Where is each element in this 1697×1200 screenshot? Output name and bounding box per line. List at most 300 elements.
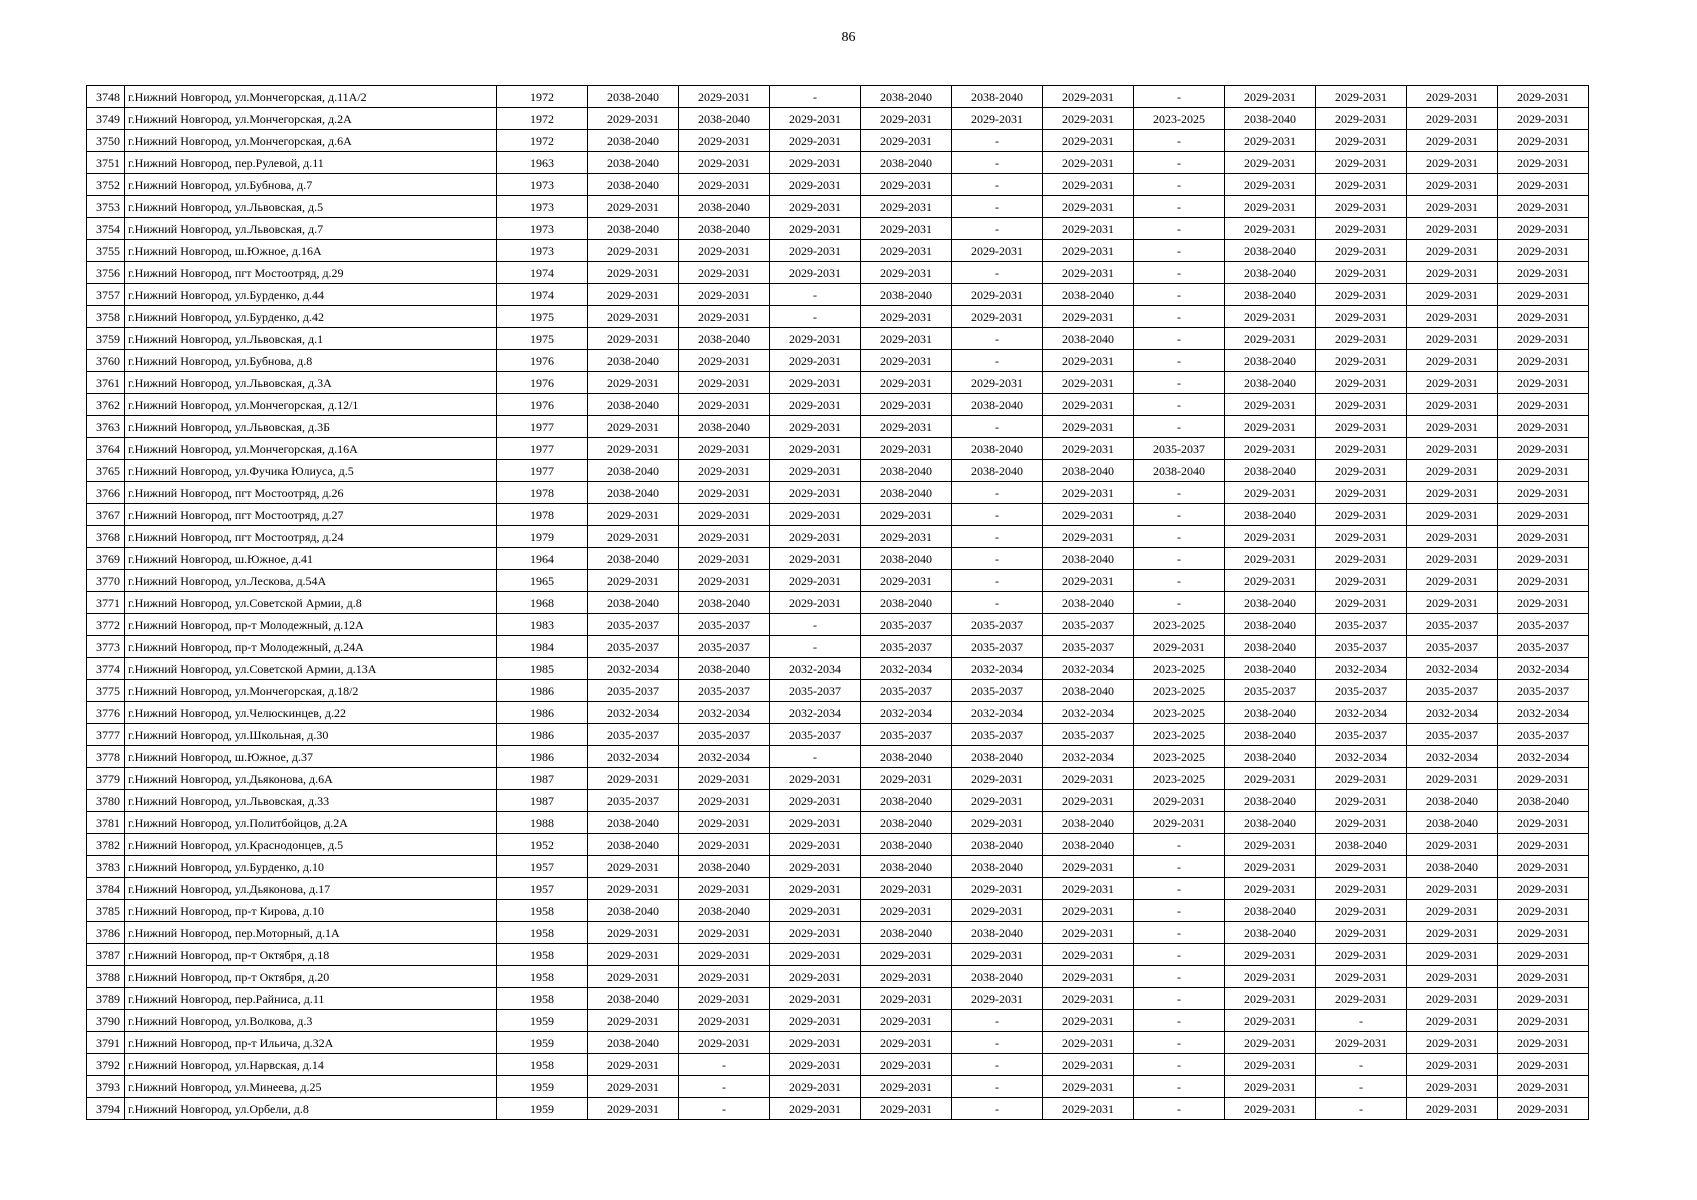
cell-period-2: 2029-2031 xyxy=(679,350,770,372)
cell-year-built: 1973 xyxy=(497,218,588,240)
cell-row-number: 3770 xyxy=(87,570,125,592)
cell-row-number: 3762 xyxy=(87,394,125,416)
cell-year-built: 1973 xyxy=(497,196,588,218)
cell-period-11: 2035-2037 xyxy=(1498,636,1589,658)
table-row xyxy=(87,680,1589,702)
cell-address: г.Нижний Новгород, ул.Мончегорская, д.16А xyxy=(125,438,497,460)
cell-period-7: - xyxy=(1134,988,1225,1010)
cell-period-3: - xyxy=(770,746,861,768)
cell-period-2: 2029-2031 xyxy=(679,284,770,306)
table-row xyxy=(87,790,1589,812)
cell-period-3: 2029-2031 xyxy=(770,1032,861,1054)
cell-address: г.Нижний Новгород, ш.Южное, д.16А xyxy=(125,240,497,262)
cell-address: г.Нижний Новгород, ул.Дьяконова, д.17 xyxy=(125,878,497,900)
cell-period-5: - xyxy=(952,504,1043,526)
cell-period-9: 2038-2040 xyxy=(1316,834,1407,856)
cell-period-2: 2029-2031 xyxy=(679,1010,770,1032)
table-row xyxy=(87,856,1589,878)
cell-period-7: - xyxy=(1134,306,1225,328)
cell-address: г.Нижний Новгород, ш.Южное, д.37 xyxy=(125,746,497,768)
cell-period-11: 2029-2031 xyxy=(1498,548,1589,570)
cell-year-built: 1958 xyxy=(497,988,588,1010)
cell-period-5: - xyxy=(952,152,1043,174)
cell-period-10: 2029-2031 xyxy=(1407,878,1498,900)
cell-year-built: 1977 xyxy=(497,460,588,482)
cell-period-3: 2029-2031 xyxy=(770,328,861,350)
cell-period-10: 2029-2031 xyxy=(1407,1010,1498,1032)
cell-year-built: 1988 xyxy=(497,812,588,834)
cell-period-11: 2029-2031 xyxy=(1498,482,1589,504)
cell-period-3: 2029-2031 xyxy=(770,922,861,944)
cell-period-4: 2035-2037 xyxy=(861,680,952,702)
cell-period-5: 2038-2040 xyxy=(952,394,1043,416)
cell-year-built: 1959 xyxy=(497,1010,588,1032)
cell-period-5: - xyxy=(952,130,1043,152)
cell-row-number: 3767 xyxy=(87,504,125,526)
cell-period-7: 2035-2037 xyxy=(1134,438,1225,460)
cell-period-11: 2029-2031 xyxy=(1498,460,1589,482)
cell-period-3: 2029-2031 xyxy=(770,218,861,240)
cell-period-8: 2038-2040 xyxy=(1225,922,1316,944)
cell-row-number: 3769 xyxy=(87,548,125,570)
cell-period-6: 2038-2040 xyxy=(1043,460,1134,482)
cell-period-6: 2029-2031 xyxy=(1043,1010,1134,1032)
cell-period-5: 2038-2040 xyxy=(952,460,1043,482)
cell-period-3: 2032-2034 xyxy=(770,702,861,724)
cell-period-1: 2029-2031 xyxy=(588,306,679,328)
table-row xyxy=(87,394,1589,416)
cell-period-10: 2029-2031 xyxy=(1407,306,1498,328)
cell-period-1: 2038-2040 xyxy=(588,394,679,416)
cell-address: г.Нижний Новгород, ул.Политбойцов, д.2А xyxy=(125,812,497,834)
cell-row-number: 3775 xyxy=(87,680,125,702)
cell-period-4: 2038-2040 xyxy=(861,746,952,768)
cell-period-2: 2038-2040 xyxy=(679,108,770,130)
cell-period-5: 2032-2034 xyxy=(952,702,1043,724)
cell-period-2: 2038-2040 xyxy=(679,592,770,614)
cell-period-1: 2035-2037 xyxy=(588,614,679,636)
cell-period-10: 2029-2031 xyxy=(1407,394,1498,416)
cell-period-11: 2029-2031 xyxy=(1498,1076,1589,1098)
cell-period-5: 2038-2040 xyxy=(952,438,1043,460)
cell-address: г.Нижний Новгород, ул.Школьная, д.30 xyxy=(125,724,497,746)
cell-period-8: 2038-2040 xyxy=(1225,702,1316,724)
table-row xyxy=(87,1032,1589,1054)
cell-period-11: 2029-2031 xyxy=(1498,284,1589,306)
cell-address: г.Нижний Новгород, пр-т Октября, д.20 xyxy=(125,966,497,988)
cell-period-3: 2029-2031 xyxy=(770,966,861,988)
cell-period-3: 2029-2031 xyxy=(770,856,861,878)
cell-period-1: 2029-2031 xyxy=(588,1076,679,1098)
cell-period-1: 2038-2040 xyxy=(588,812,679,834)
cell-period-7: - xyxy=(1134,196,1225,218)
cell-year-built: 1977 xyxy=(497,438,588,460)
cell-period-1: 2029-2031 xyxy=(588,262,679,284)
cell-period-7: - xyxy=(1134,1098,1225,1120)
cell-period-6: 2038-2040 xyxy=(1043,592,1134,614)
cell-period-2: 2029-2031 xyxy=(679,922,770,944)
cell-period-2: 2029-2031 xyxy=(679,966,770,988)
cell-address: г.Нижний Новгород, ул.Львовская, д.5 xyxy=(125,196,497,218)
cell-row-number: 3792 xyxy=(87,1054,125,1076)
cell-year-built: 1963 xyxy=(497,152,588,174)
cell-period-1: 2038-2040 xyxy=(588,130,679,152)
cell-period-4: 2029-2031 xyxy=(861,1054,952,1076)
cell-period-6: 2029-2031 xyxy=(1043,768,1134,790)
cell-row-number: 3786 xyxy=(87,922,125,944)
table-row xyxy=(87,944,1589,966)
cell-address: г.Нижний Новгород, пр-т Ильича, д.32А xyxy=(125,1032,497,1054)
cell-period-4: 2029-2031 xyxy=(861,306,952,328)
cell-period-5: - xyxy=(952,1032,1043,1054)
cell-period-1: 2029-2031 xyxy=(588,416,679,438)
cell-period-10: 2035-2037 xyxy=(1407,636,1498,658)
cell-period-11: 2035-2037 xyxy=(1498,614,1589,636)
cell-period-11: 2029-2031 xyxy=(1498,438,1589,460)
cell-year-built: 1965 xyxy=(497,570,588,592)
cell-period-5: 2038-2040 xyxy=(952,966,1043,988)
cell-period-3: 2029-2031 xyxy=(770,592,861,614)
cell-period-5: 2029-2031 xyxy=(952,240,1043,262)
cell-row-number: 3783 xyxy=(87,856,125,878)
cell-period-11: 2035-2037 xyxy=(1498,724,1589,746)
cell-period-2: 2029-2031 xyxy=(679,372,770,394)
cell-period-3: 2029-2031 xyxy=(770,1076,861,1098)
cell-period-1: 2038-2040 xyxy=(588,460,679,482)
cell-period-6: 2029-2031 xyxy=(1043,526,1134,548)
cell-period-4: 2038-2040 xyxy=(861,86,952,108)
cell-period-1: 2029-2031 xyxy=(588,240,679,262)
cell-year-built: 1978 xyxy=(497,482,588,504)
cell-period-5: 2038-2040 xyxy=(952,746,1043,768)
cell-address: г.Нижний Новгород, ул.Нарвская, д.14 xyxy=(125,1054,497,1076)
cell-year-built: 1974 xyxy=(497,284,588,306)
cell-period-3: 2029-2031 xyxy=(770,130,861,152)
cell-row-number: 3789 xyxy=(87,988,125,1010)
cell-address: г.Нижний Новгород, пер.Моторный, д.1А xyxy=(125,922,497,944)
cell-period-6: 2029-2031 xyxy=(1043,1098,1134,1120)
cell-period-2: 2035-2037 xyxy=(679,614,770,636)
cell-period-6: 2029-2031 xyxy=(1043,262,1134,284)
table-row xyxy=(87,460,1589,482)
cell-period-6: 2029-2031 xyxy=(1043,988,1134,1010)
cell-period-11: 2029-2031 xyxy=(1498,834,1589,856)
cell-address: г.Нижний Новгород, ул.Львовская, д.7 xyxy=(125,218,497,240)
cell-period-10: 2029-2031 xyxy=(1407,1054,1498,1076)
cell-period-3: 2029-2031 xyxy=(770,350,861,372)
cell-row-number: 3750 xyxy=(87,130,125,152)
cell-period-1: 2038-2040 xyxy=(588,174,679,196)
cell-period-5: - xyxy=(952,1076,1043,1098)
cell-period-7: 2029-2031 xyxy=(1134,812,1225,834)
cell-period-10: 2029-2031 xyxy=(1407,372,1498,394)
cell-period-8: 2029-2031 xyxy=(1225,416,1316,438)
cell-period-4: 2029-2031 xyxy=(861,328,952,350)
cell-period-5: - xyxy=(952,592,1043,614)
cell-period-3: 2029-2031 xyxy=(770,570,861,592)
cell-address: г.Нижний Новгород, ул.Лескова, д.54А xyxy=(125,570,497,592)
cell-address: г.Нижний Новгород, ул.Бурденко, д.44 xyxy=(125,284,497,306)
cell-period-6: 2029-2031 xyxy=(1043,1032,1134,1054)
cell-period-7: - xyxy=(1134,1032,1225,1054)
cell-period-2: 2029-2031 xyxy=(679,878,770,900)
cell-year-built: 1975 xyxy=(497,328,588,350)
cell-period-6: 2029-2031 xyxy=(1043,1054,1134,1076)
cell-row-number: 3774 xyxy=(87,658,125,680)
cell-period-1: 2029-2031 xyxy=(588,1010,679,1032)
cell-period-7: - xyxy=(1134,922,1225,944)
cell-period-8: 2038-2040 xyxy=(1225,460,1316,482)
table-row xyxy=(87,108,1589,130)
table-row xyxy=(87,812,1589,834)
cell-row-number: 3787 xyxy=(87,944,125,966)
cell-address: г.Нижний Новгород, ул.Бурденко, д.10 xyxy=(125,856,497,878)
cell-period-9: 2029-2031 xyxy=(1316,240,1407,262)
cell-period-2: 2029-2031 xyxy=(679,86,770,108)
cell-period-10: 2029-2031 xyxy=(1407,460,1498,482)
cell-period-5: - xyxy=(952,218,1043,240)
table-row xyxy=(87,900,1589,922)
cell-period-2: - xyxy=(679,1098,770,1120)
cell-period-10: 2029-2031 xyxy=(1407,152,1498,174)
cell-period-5: - xyxy=(952,1098,1043,1120)
cell-row-number: 3749 xyxy=(87,108,125,130)
cell-year-built: 1975 xyxy=(497,306,588,328)
table-row xyxy=(87,86,1589,108)
cell-period-10: 2029-2031 xyxy=(1407,482,1498,504)
cell-address: г.Нижний Новгород, пр-т Молодежный, д.24А xyxy=(125,636,497,658)
cell-row-number: 3753 xyxy=(87,196,125,218)
cell-period-7: - xyxy=(1134,174,1225,196)
table-row xyxy=(87,878,1589,900)
cell-period-9: 2029-2031 xyxy=(1316,174,1407,196)
cell-period-7: - xyxy=(1134,482,1225,504)
cell-period-8: 2029-2031 xyxy=(1225,570,1316,592)
cell-period-5: 2035-2037 xyxy=(952,680,1043,702)
table-row xyxy=(87,922,1589,944)
cell-year-built: 1986 xyxy=(497,724,588,746)
cell-row-number: 3758 xyxy=(87,306,125,328)
cell-period-6: 2029-2031 xyxy=(1043,130,1134,152)
cell-period-11: 2029-2031 xyxy=(1498,130,1589,152)
cell-period-8: 2029-2031 xyxy=(1225,966,1316,988)
cell-period-10: 2029-2031 xyxy=(1407,768,1498,790)
cell-address: г.Нижний Новгород, ул.Мончегорская, д.6А xyxy=(125,130,497,152)
cell-year-built: 1984 xyxy=(497,636,588,658)
cell-period-10: 2029-2031 xyxy=(1407,284,1498,306)
cell-period-1: 2029-2031 xyxy=(588,526,679,548)
cell-period-5: 2029-2031 xyxy=(952,372,1043,394)
cell-period-11: 2029-2031 xyxy=(1498,570,1589,592)
cell-row-number: 3757 xyxy=(87,284,125,306)
cell-period-11: 2029-2031 xyxy=(1498,812,1589,834)
cell-period-6: 2029-2031 xyxy=(1043,438,1134,460)
cell-period-10: 2035-2037 xyxy=(1407,680,1498,702)
cell-period-8: 2029-2031 xyxy=(1225,878,1316,900)
cell-period-4: 2032-2034 xyxy=(861,658,952,680)
cell-period-11: 2029-2031 xyxy=(1498,394,1589,416)
cell-period-1: 2029-2031 xyxy=(588,196,679,218)
cell-period-10: 2029-2031 xyxy=(1407,218,1498,240)
cell-period-2: 2032-2034 xyxy=(679,702,770,724)
cell-period-3: 2029-2031 xyxy=(770,152,861,174)
cell-period-5: 2029-2031 xyxy=(952,812,1043,834)
cell-period-4: 2038-2040 xyxy=(861,922,952,944)
cell-address: г.Нижний Новгород, ул.Мончегорская, д.11А/2 xyxy=(125,86,497,108)
cell-period-4: 2038-2040 xyxy=(861,812,952,834)
cell-period-1: 2038-2040 xyxy=(588,152,679,174)
table-row xyxy=(87,284,1589,306)
cell-period-10: 2029-2031 xyxy=(1407,570,1498,592)
cell-period-10: 2029-2031 xyxy=(1407,1032,1498,1054)
cell-period-11: 2029-2031 xyxy=(1498,196,1589,218)
cell-period-4: 2038-2040 xyxy=(861,548,952,570)
cell-period-10: 2038-2040 xyxy=(1407,790,1498,812)
cell-period-10: 2032-2034 xyxy=(1407,702,1498,724)
cell-period-9: 2029-2031 xyxy=(1316,328,1407,350)
cell-period-3: 2029-2031 xyxy=(770,1010,861,1032)
cell-period-7: - xyxy=(1134,856,1225,878)
cell-row-number: 3752 xyxy=(87,174,125,196)
table-row xyxy=(87,1054,1589,1076)
cell-period-5: - xyxy=(952,416,1043,438)
cell-period-9: 2029-2031 xyxy=(1316,504,1407,526)
table-row xyxy=(87,306,1589,328)
cell-period-1: 2032-2034 xyxy=(588,658,679,680)
cell-row-number: 3761 xyxy=(87,372,125,394)
cell-row-number: 3768 xyxy=(87,526,125,548)
cell-period-2: 2035-2037 xyxy=(679,724,770,746)
cell-period-10: 2032-2034 xyxy=(1407,658,1498,680)
cell-period-9: 2029-2031 xyxy=(1316,438,1407,460)
cell-period-11: 2029-2031 xyxy=(1498,526,1589,548)
cell-period-1: 2038-2040 xyxy=(588,900,679,922)
cell-period-10: 2029-2031 xyxy=(1407,262,1498,284)
cell-period-9: 2029-2031 xyxy=(1316,922,1407,944)
cell-period-6: 2032-2034 xyxy=(1043,702,1134,724)
cell-period-5: 2029-2031 xyxy=(952,878,1043,900)
cell-period-2: 2029-2031 xyxy=(679,548,770,570)
cell-period-2: 2029-2031 xyxy=(679,482,770,504)
cell-address: г.Нижний Новгород, пгт Мостоотряд, д.26 xyxy=(125,482,497,504)
cell-period-3: - xyxy=(770,614,861,636)
cell-period-2: 2029-2031 xyxy=(679,262,770,284)
cell-period-7: - xyxy=(1134,592,1225,614)
cell-period-2: 2029-2031 xyxy=(679,570,770,592)
cell-period-8: 2029-2031 xyxy=(1225,174,1316,196)
cell-period-5: 2029-2031 xyxy=(952,108,1043,130)
cell-period-8: 2029-2031 xyxy=(1225,856,1316,878)
cell-period-4: 2029-2031 xyxy=(861,1010,952,1032)
cell-period-9: 2029-2031 xyxy=(1316,570,1407,592)
cell-period-2: 2038-2040 xyxy=(679,900,770,922)
cell-year-built: 1958 xyxy=(497,966,588,988)
cell-period-10: 2029-2031 xyxy=(1407,592,1498,614)
cell-period-1: 2029-2031 xyxy=(588,570,679,592)
cell-period-4: 2029-2031 xyxy=(861,900,952,922)
table-row xyxy=(87,152,1589,174)
cell-period-6: 2029-2031 xyxy=(1043,790,1134,812)
cell-period-1: 2029-2031 xyxy=(588,108,679,130)
cell-period-3: 2029-2031 xyxy=(770,1054,861,1076)
cell-period-6: 2029-2031 xyxy=(1043,174,1134,196)
table-row xyxy=(87,262,1589,284)
cell-period-11: 2029-2031 xyxy=(1498,1098,1589,1120)
cell-period-11: 2029-2031 xyxy=(1498,306,1589,328)
cell-period-10: 2029-2031 xyxy=(1407,130,1498,152)
cell-period-6: 2029-2031 xyxy=(1043,966,1134,988)
cell-period-7: - xyxy=(1134,526,1225,548)
cell-period-4: 2029-2031 xyxy=(861,438,952,460)
cell-period-1: 2035-2037 xyxy=(588,790,679,812)
cell-period-10: 2038-2040 xyxy=(1407,856,1498,878)
cell-period-4: 2029-2031 xyxy=(861,966,952,988)
cell-period-6: 2029-2031 xyxy=(1043,394,1134,416)
cell-period-4: 2032-2034 xyxy=(861,702,952,724)
cell-period-3: 2029-2031 xyxy=(770,196,861,218)
table-row xyxy=(87,174,1589,196)
cell-period-3: 2029-2031 xyxy=(770,438,861,460)
cell-row-number: 3773 xyxy=(87,636,125,658)
cell-row-number: 3766 xyxy=(87,482,125,504)
cell-period-1: 2029-2031 xyxy=(588,922,679,944)
cell-address: г.Нижний Новгород, ул.Дьяконова, д.6А xyxy=(125,768,497,790)
cell-address: г.Нижний Новгород, пгт Мостоотряд, д.29 xyxy=(125,262,497,284)
cell-address: г.Нижний Новгород, ул.Бурденко, д.42 xyxy=(125,306,497,328)
cell-period-1: 2035-2037 xyxy=(588,680,679,702)
cell-period-5: 2029-2031 xyxy=(952,944,1043,966)
cell-period-1: 2029-2031 xyxy=(588,372,679,394)
cell-address: г.Нижний Новгород, ул.Львовская, д.33 xyxy=(125,790,497,812)
cell-period-5: 2035-2037 xyxy=(952,636,1043,658)
cell-period-7: - xyxy=(1134,372,1225,394)
cell-period-9: 2032-2034 xyxy=(1316,746,1407,768)
cell-period-11: 2029-2031 xyxy=(1498,108,1589,130)
cell-row-number: 3780 xyxy=(87,790,125,812)
cell-period-5: 2038-2040 xyxy=(952,856,1043,878)
cell-period-2: 2038-2040 xyxy=(679,658,770,680)
cell-period-10: 2029-2031 xyxy=(1407,966,1498,988)
cell-period-4: 2029-2031 xyxy=(861,130,952,152)
cell-period-8: 2038-2040 xyxy=(1225,636,1316,658)
cell-period-6: 2029-2031 xyxy=(1043,218,1134,240)
cell-period-6: 2029-2031 xyxy=(1043,240,1134,262)
cell-year-built: 1959 xyxy=(497,1098,588,1120)
cell-period-8: 2029-2031 xyxy=(1225,328,1316,350)
cell-period-7: - xyxy=(1134,944,1225,966)
cell-period-11: 2029-2031 xyxy=(1498,86,1589,108)
cell-period-1: 2038-2040 xyxy=(588,350,679,372)
cell-period-5: 2029-2031 xyxy=(952,988,1043,1010)
cell-period-8: 2029-2031 xyxy=(1225,1098,1316,1120)
cell-period-5: 2032-2034 xyxy=(952,658,1043,680)
cell-period-8: 2029-2031 xyxy=(1225,438,1316,460)
cell-period-8: 2029-2031 xyxy=(1225,130,1316,152)
cell-period-10: 2029-2031 xyxy=(1407,1098,1498,1120)
cell-period-5: 2029-2031 xyxy=(952,768,1043,790)
cell-row-number: 3771 xyxy=(87,592,125,614)
cell-period-7: - xyxy=(1134,878,1225,900)
cell-period-4: 2029-2031 xyxy=(861,394,952,416)
cell-year-built: 1958 xyxy=(497,922,588,944)
cell-period-5: 2029-2031 xyxy=(952,900,1043,922)
cell-address: г.Нижний Новгород, пр-т Молодежный, д.12А xyxy=(125,614,497,636)
cell-period-4: 2029-2031 xyxy=(861,196,952,218)
cell-period-10: 2029-2031 xyxy=(1407,1076,1498,1098)
cell-period-5: 2029-2031 xyxy=(952,790,1043,812)
cell-period-9: 2035-2037 xyxy=(1316,636,1407,658)
cell-row-number: 3788 xyxy=(87,966,125,988)
